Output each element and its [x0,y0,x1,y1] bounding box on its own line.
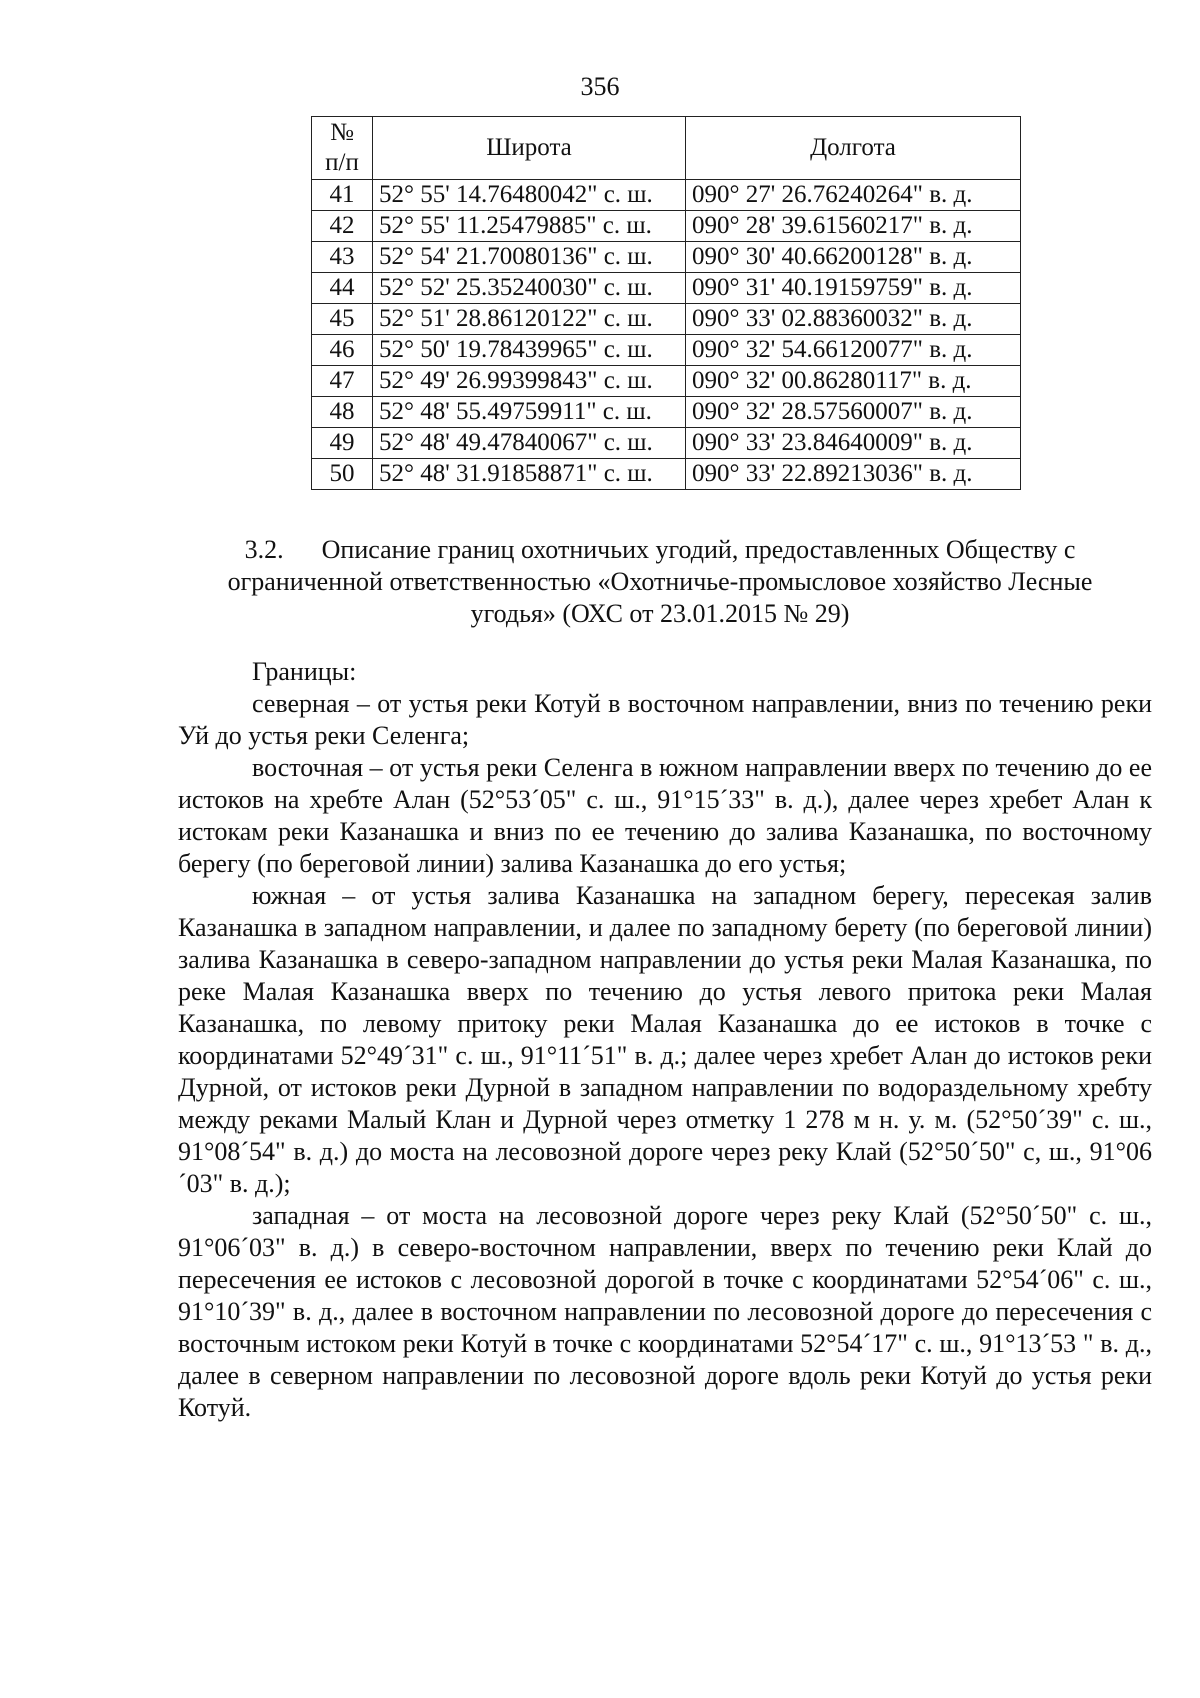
longitude-cell: 090° 31' 40.19159759" в. д. [686,273,1021,304]
row-number: 43 [312,242,373,273]
latitude-cell: 52° 51' 28.86120122" с. ш. [373,304,686,335]
table-header-row [312,117,1021,180]
boundary-west: западная – от моста на лесовозной дороге через реку Клай (52°50´50" с. ш., 91°06´03" в. д.) в северо-восточном направлении, вверх по течению реки Клай до пересечения ее истоков с лесовозной дорогой в точке с координатами 52°54´06" с. ш., 91°10´39" в. д., далее в восточном направлении по лесовозной дороге до пересечения с восточным истоком реки Котуй в точке с координатами 52°54´17" с. ш., 91°13´53 " в. д., далее в северном направлении по лесовозной дороге вдоль реки Котуй до устья реки Котуй. [178,1201,1152,1422]
longitude-cell: 090° 33' 02.88360032" в. д. [686,304,1021,335]
longitude-cell: 090° 33' 23.84640009" в. д. [686,428,1021,459]
table-row [312,366,1021,397]
latitude-cell: 52° 49' 26.99399843" с. ш. [373,366,686,397]
coordinates-table [311,116,1021,490]
row-number: 50 [312,459,373,490]
latitude-cell: 52° 52' 25.35240030" с. ш. [373,273,686,304]
latitude-cell: 52° 48' 55.49759911" с. ш. [373,397,686,428]
row-number: 49 [312,428,373,459]
row-number: 48 [312,397,373,428]
header-num: № п/п [312,117,373,180]
longitude-cell: 090° 33' 22.89213036" в. д. [686,459,1021,490]
latitude-cell: 52° 55' 14.76480042" с. ш. [373,180,686,211]
boundary-south: южная – от устья залива Казанашка на западном берегу, пересекая залив Казанашка в западном направлении, и далее по западному берету (по береговой линии) залива Казанашка в северо-западном направлении до устья реки Малая Казанашка, по реке Малая Казанашка вверх по течению до устья левого притока реки Малая Казанашка, по левому притоку реки Малая Казанашка до ее истоков в точке с координатами 52°49´31" с. ш., 91°11´51" в. д.; далее через хребет Алан до истоков реки Дурной, от истоков реки Дурной в западном направлении по водораздельному хребту между реками Малый Клан и Дурной через отметку 1 278 м н. у. м. (52°50´39" с. ш., 91°08´54" в. д.) до моста на лесовозной дороге через реку Клай (52°50´50" с, ш., 91°06´03" в. д.); [178,881,1152,1198]
boundaries-intro: Границы: [252,657,357,686]
section-title: Описание границ охотничьих угодий, предоставленных Обществу с ограниченной ответственностью «Охотничье-промысловое хозяйство Лесные угодья» (ОХС от 23.01.2015 № 29) [227,535,1093,628]
row-number: 45 [312,304,373,335]
row-number: 41 [312,180,373,211]
table-row [312,304,1021,335]
table-row [312,335,1021,366]
longitude-cell: 090° 28' 39.61560217" в. д. [686,211,1021,242]
boundary-north: северная – от устья реки Котуй в восточном направлении, вниз по течению реки Уй до устья реки Селенга; [178,689,1152,750]
longitude-cell: 090° 30' 40.66200128" в. д. [686,242,1021,273]
header-longitude: Долгота [686,117,1021,180]
row-number: 46 [312,335,373,366]
latitude-cell: 52° 55' 11.25479885" с. ш. [373,211,686,242]
table-row [312,211,1021,242]
section-heading [200,534,1120,630]
latitude-cell: 52° 54' 21.70080136" с. ш. [373,242,686,273]
row-number: 42 [312,211,373,242]
boundary-east: восточная – от устья реки Селенга в южном направлении вверх по течению до ее истоков на хребте Алан (52°53´05" с. ш., 91°15´33" в. д.), далее через хребет Алан к истокам реки Казанашка и вниз по ее течению до залива Казанашка, по восточному берегу (по береговой линии) залива Казанашка до его устья; [178,753,1152,878]
latitude-cell: 52° 50' 19.78439965" с. ш. [373,335,686,366]
table-row [312,242,1021,273]
table-body [312,180,1021,490]
table-row [312,428,1021,459]
table-row [312,459,1021,490]
longitude-cell: 090° 32' 00.86280117" в. д. [686,366,1021,397]
boundaries-text [178,656,1152,1424]
longitude-cell: 090° 27' 26.76240264" в. д. [686,180,1021,211]
section-number: 3.2. [244,535,284,564]
latitude-cell: 52° 48' 49.47840067" с. ш. [373,428,686,459]
longitude-cell: 090° 32' 28.57560007" в. д. [686,397,1021,428]
table-row [312,180,1021,211]
table-row [312,397,1021,428]
row-number: 44 [312,273,373,304]
page-number: 356 [580,72,620,101]
header-latitude: Широта [373,117,686,180]
table-row [312,273,1021,304]
latitude-cell: 52° 48' 31.91858871" с. ш. [373,459,686,490]
longitude-cell: 090° 32' 54.66120077" в. д. [686,335,1021,366]
row-number: 47 [312,366,373,397]
